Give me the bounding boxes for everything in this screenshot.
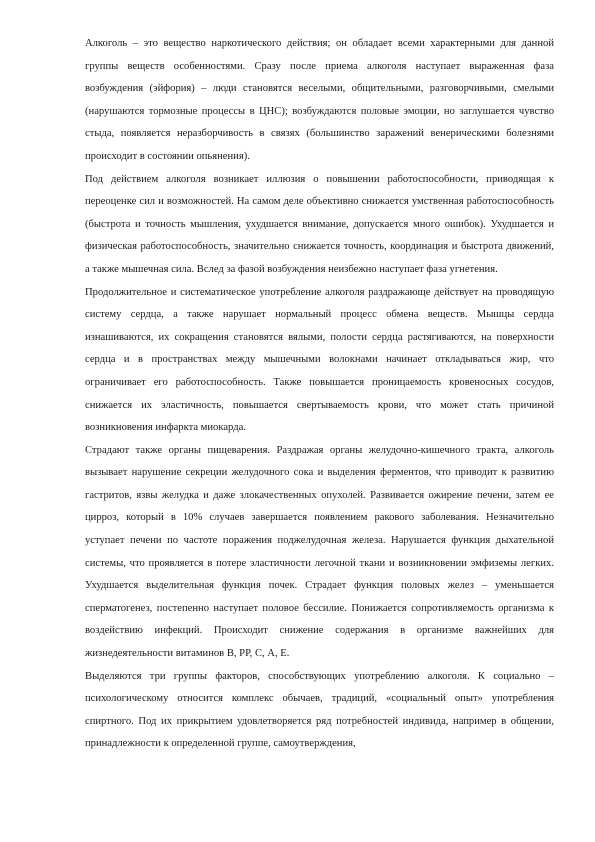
paragraph-factors: Выделяются три группы факторов, способствующих употреблению алкоголя. К социально – психологическому относится комплекс обычаев, традиций, «социальный опыт» употребления спиртного. Под их прикрытием удовлетворяется ряд потребностей индивида, например в общении, принадлежности к определенной группе, самоутверждения, bbox=[85, 670, 554, 750]
paragraph-alcohol-narcotic-effect: Алкоголь – это вещество наркотического действия; он обладает всеми характерными для данной группы веществ особенностями. Сразу после приема алкоголя наступает выраженная фаза возбуждения (эйфория) – люди становятся веселыми, общительными, разговорчивыми, смелыми (нарушаются тормозные процессы в ЦНС); возбуждаются половые эмоции, но заглушается чувство стыда, появляется неразборчивость в связях (большинство заражений венерическими болезнями происходит в состоянии опьянения). bbox=[85, 38, 554, 162]
paragraph-digestive-effects: Страдают также органы пищеварения. Раздражая органы желудочно-кишечного тракта, алкоголь вызывает нарушение секреции желудочного сока и выделения ферментов, что приводит к развитию гастритов, язвы желудка и даже злокачественных опухолей. Развивается ожирение печени, затем ее цирроз, который в 10% случаев завершается появлением ракового заболевания. Незначительно уступает печени по частоте поражения поджелудочная железа. Нарушается функция дыхательной системы, что проявляется в потере эластичности легочной ткани и возникновении эмфиземы легких. Ухудшается выделительная функция почек. Страдает функция половых желез – уменьшается сперматогенез, постепенно наступает половое бессилие. Понижается сопротивляемость организма к воздействию инфекций. Происходит снижение содержания в организме важнейших для жизнедеятельности витаминов В, РР, С, А, Е. bbox=[85, 444, 554, 660]
paragraph-heart-effects: Продолжительное и систематическое употребление алкоголя раздражающе действует на проводящую систему сердца, а также нарушает нормальный процесс обмена веществ. Мышцы сердца изнашиваются, их сокращения становятся вялыми, полости сердца растягиваются, на поверхности сердца и в пространствах между мышечными волокнами начинает откладываться жир, что ограничивает его работоспособность. Также повышается проницаемость кровеносных сосудов, снижается их эластичность, повышается свертываемость крови, что может стать причиной возникновения инфаркта миокарда. bbox=[85, 286, 554, 434]
document-body bbox=[85, 33, 554, 756]
paragraph-work-capacity: Под действием алкоголя возникает иллюзия о повышении работоспособности, приводящая к переоценке сил и возможностей. На самом деле объективно снижается умственная работоспособность (быстрота и точность мышления, ухудшается внимание, допускается много ошибок). Ухудшается и физическая работоспособность, значительно снижается точность, координация и быстрота движений, а также мышечная сила. Вслед за фазой возбуждения неизбежно наступает фаза угнетения. bbox=[85, 173, 554, 275]
